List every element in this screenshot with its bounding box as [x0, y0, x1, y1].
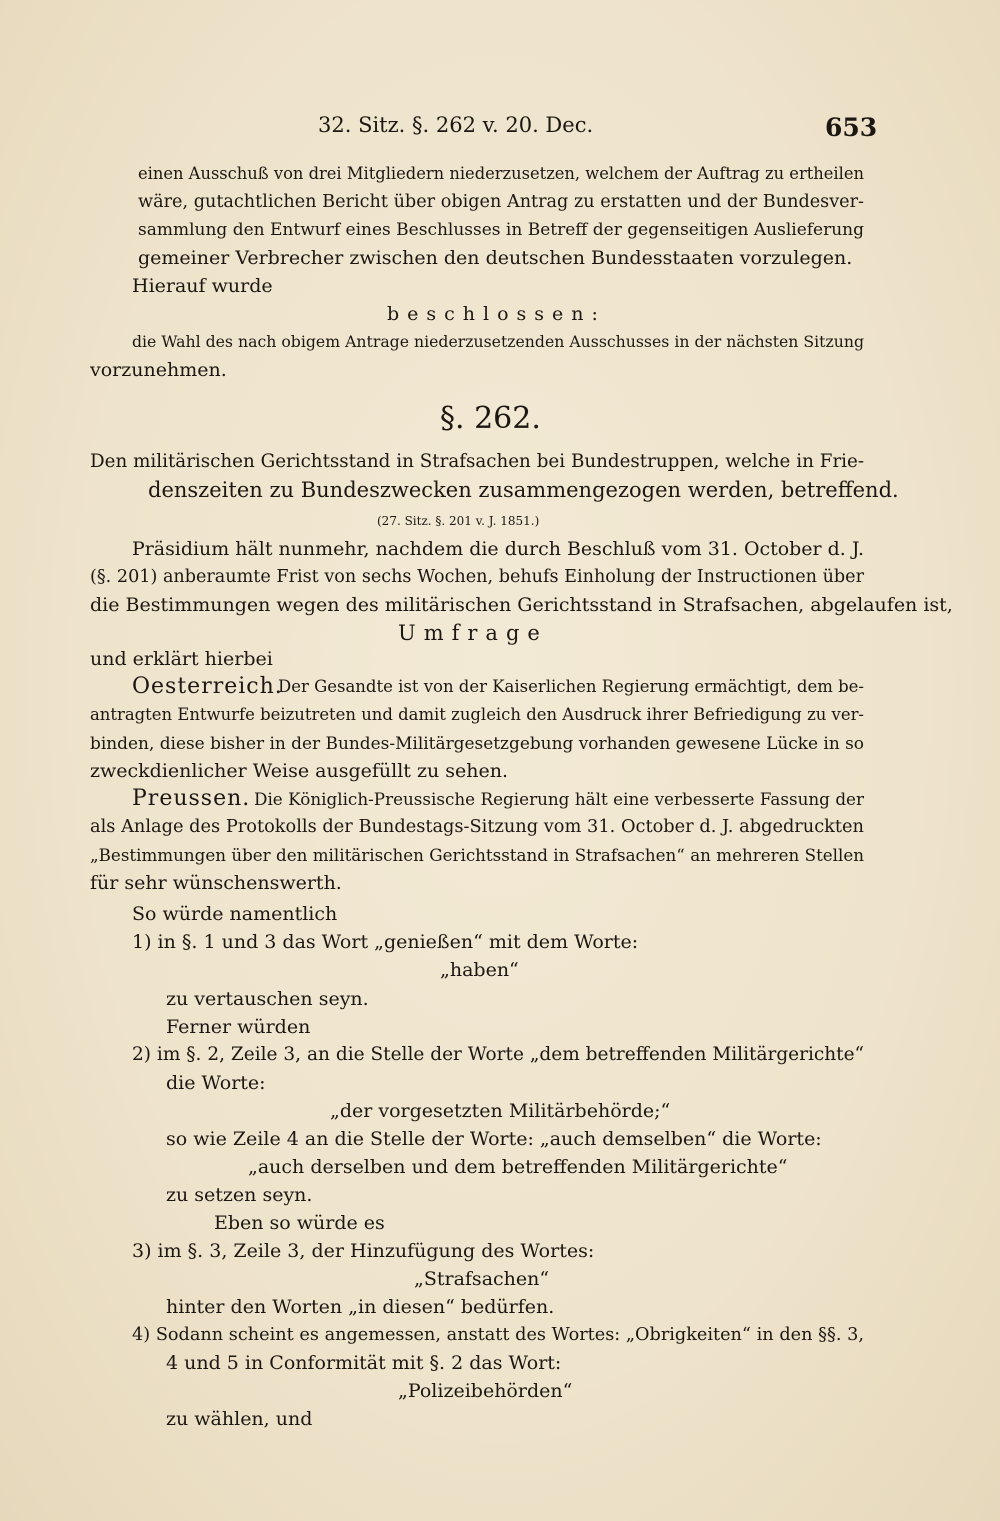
- quoted-word: „haben“: [440, 959, 519, 981]
- list-item: 2) im §. 2, Zeile 3, an die Stelle der Worte „dem betreffenden Militärgerichte“: [132, 1044, 864, 1065]
- text-line: antragten Entwurfe beizutreten und damit zugleich den Ausdruck ihrer Befriedigung zu ver-: [90, 705, 864, 724]
- text-line: „Bestimmungen über den militärischen Gerichtsstand in Strafsachen“ an mehreren Stellen: [90, 845, 864, 865]
- text-line: So würde namentlich: [132, 903, 338, 925]
- list-item: 1) in §. 1 und 3 das Wort „genießen“ mit dem Worte:: [132, 931, 639, 953]
- list-item: 3) im §. 3, Zeile 3, der Hinzufügung des Wortes:: [132, 1240, 595, 1262]
- text-line: Der Gesandte ist von der Kaiserlichen Regierung ermächtigt, dem be-: [278, 677, 864, 696]
- page-number: 653: [825, 113, 878, 142]
- section-title: denszeiten zu Bundeszwecken zusammengezogen werden, betreffend.: [148, 478, 899, 502]
- quoted-word: „der vorgesetzten Militärbehörde;“: [330, 1100, 671, 1122]
- text-line: Ferner würden: [166, 1016, 311, 1038]
- text-line: wäre, gutachtlichen Bericht über obigen Antrag zu erstatten und der Bundesver-: [138, 192, 864, 212]
- quoted-word: „Polizeibehörden“: [398, 1380, 573, 1402]
- text-line: einen Ausschuß von drei Mitgliedern niederzusetzen, welchem der Auftrag zu ertheilen: [138, 164, 864, 183]
- text-line: binden, diese bisher in der Bundes-Militärgesetzgebung vorhanden gewesene Lücke in so: [90, 733, 864, 753]
- text-line: Hierauf wurde: [132, 275, 273, 297]
- list-item: 4) Sodann scheint es angemessen, anstatt des Wortes: „Obrigkeiten“ in den §§. 3,: [132, 1325, 864, 1345]
- text-line: zweckdienlicher Weise ausgefüllt zu sehen.: [90, 760, 508, 782]
- text-line: zu setzen seyn.: [166, 1184, 313, 1206]
- text-line: die Worte:: [166, 1072, 266, 1094]
- speaker-prussia: Preussen.: [132, 786, 251, 811]
- text-line: zu vertauschen seyn.: [166, 988, 369, 1010]
- text-line: (§. 201) anberaumte Frist von sechs Wochen, behufs Einholung der Instructionen über: [90, 567, 864, 587]
- resolution-heading: beschlossen:: [387, 303, 606, 325]
- text-line: zu wählen, und: [166, 1408, 313, 1430]
- text-line: die Bestimmungen wegen des militärischen Gerichtsstand in Strafsachen, abgelaufen ist,: [90, 594, 953, 616]
- text-line: als Anlage des Protokolls der Bundestags-Sitzung vom 31. October d. J. abgedruckten: [90, 817, 864, 837]
- text-line: 4 und 5 in Conformität mit §. 2 das Wort:: [166, 1352, 562, 1374]
- text-line: und erklärt hierbei: [90, 648, 273, 670]
- speaker-austria: Oesterreich.: [132, 674, 283, 699]
- text-line: die Wahl des nach obigem Antrage niederzusetzenden Ausschusses in der nächsten Sitzung: [132, 332, 864, 351]
- quoted-word: „auch derselben und dem betreffenden Militärgerichte“: [248, 1156, 788, 1178]
- text-line: so wie Zeile 4 an die Stelle der Worte: „auch demselben“ die Worte:: [166, 1128, 822, 1150]
- poll-heading: Umfrage: [398, 621, 548, 645]
- text-line: gemeiner Verbrecher zwischen den deutschen Bundesstaaten vorzulegen.: [138, 247, 853, 269]
- text-line: für sehr wünschenswerth.: [90, 872, 342, 894]
- text-line: vorzunehmen.: [90, 359, 227, 381]
- text-line: sammlung den Entwurf eines Beschlusses in Betreff der gegenseitigen Auslieferung: [138, 220, 865, 240]
- section-title: Den militärischen Gerichtsstand in Strafsachen bei Bundestruppen, welche in Frie-: [90, 451, 864, 472]
- quoted-word: „Strafsachen“: [414, 1268, 550, 1290]
- running-head: 32. Sitz. §. 262 v. 20. Dec.: [318, 113, 594, 137]
- text-line: hinter den Worten „in diesen“ bedürfen.: [166, 1296, 555, 1318]
- text-line: Die Königlich-Preussische Regierung hält eine verbesserte Fassung der: [254, 789, 864, 809]
- reference-note: (27. Sitz. §. 201 v. J. 1851.): [377, 514, 540, 528]
- text-line: Eben so würde es: [214, 1212, 385, 1234]
- text-line: Präsidium hält nunmehr, nachdem die durch Beschluß vom 31. October d. J.: [132, 538, 864, 560]
- section-number: §. 262.: [440, 401, 541, 436]
